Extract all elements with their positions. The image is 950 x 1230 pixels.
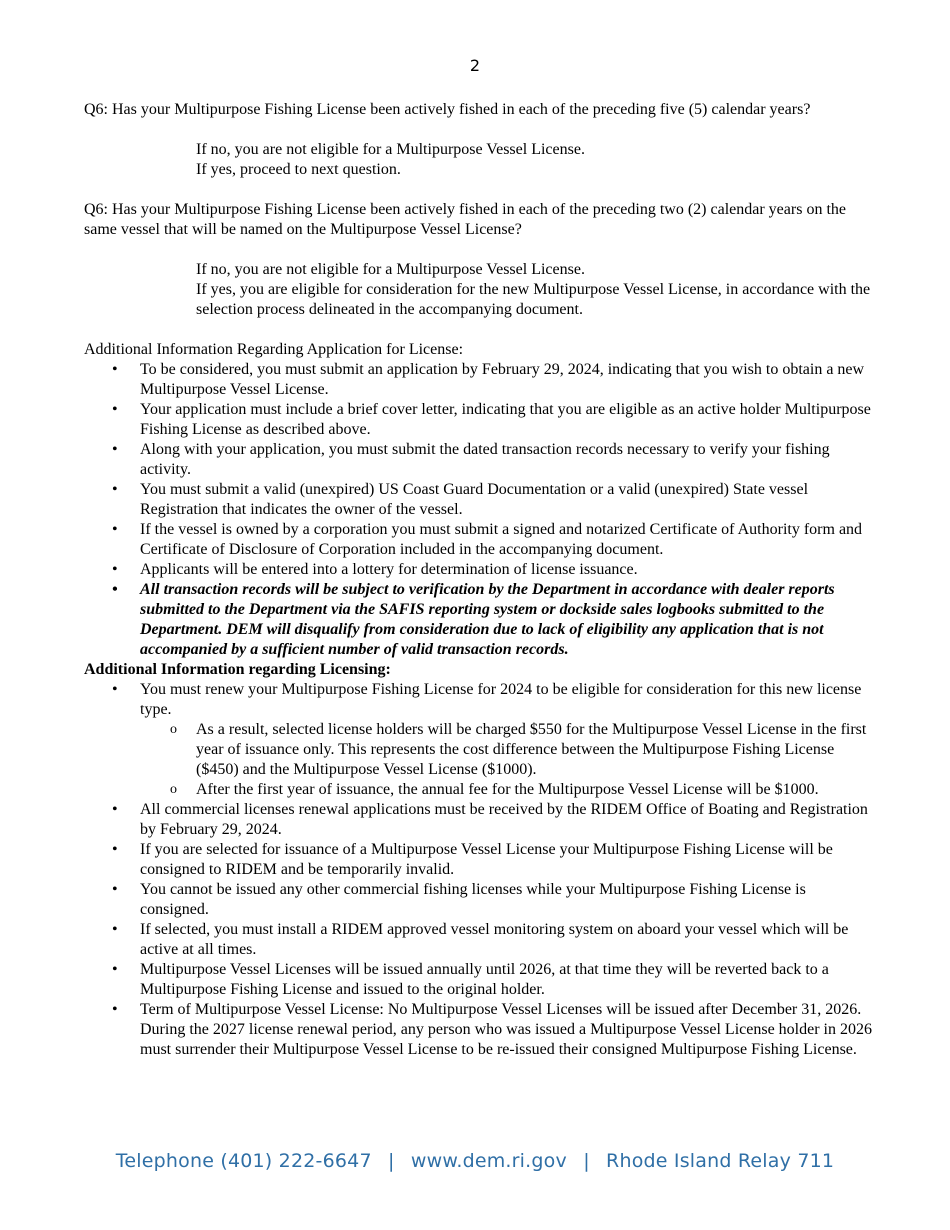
list-item: • To be considered, you must submit an application by February 29, 2024, indicating that you wish to obtain a new Multipurpose Vessel License. bbox=[84, 360, 874, 400]
list-item: • If the vessel is owned by a corporation you must submit a signed and notarized Certificate of Authority form and Certificate of Disclosure of Corporation included in the accompanying document. bbox=[84, 520, 874, 560]
application-info-heading: Additional Information Regarding Application for License: bbox=[84, 341, 464, 358]
contact-footer bbox=[0, 1150, 950, 1172]
document-body bbox=[84, 100, 874, 1060]
list-item-text: You must renew your Multipurpose Fishing License for 2024 to be eligible for consideration for this new license type. bbox=[140, 681, 862, 718]
licensing-info-list bbox=[84, 680, 874, 1060]
question-q6-two-years: Q6: Has your Multipurpose Fishing License been actively fished in each of the preceding two (2) calendar years on the same vessel that will be named on the Multipurpose Vessel License? bbox=[84, 201, 846, 238]
fee-sublist bbox=[140, 720, 874, 800]
list-item: • Along with your application, you must submit the dated transaction records necessary to verify your fishing activity. bbox=[84, 440, 874, 480]
application-info-list bbox=[84, 360, 874, 660]
footer-separator: | bbox=[583, 1150, 590, 1172]
footer-separator: | bbox=[388, 1150, 395, 1172]
answer-block-q6-five-years bbox=[84, 140, 874, 180]
question-q6-five-years: Q6: Has your Multipurpose Fishing License been actively fished in each of the preceding five (5) calendar years? bbox=[84, 101, 811, 118]
list-item: • Your application must include a brief cover letter, indicating that you are eligible as an active holder Multipurpose Fishing License as described above. bbox=[84, 400, 874, 440]
answer-yes: If yes, you are eligible for consideration for the new Multipurpose Vessel License, in accordance with the selection process delineated in the accompanying document. bbox=[196, 281, 871, 318]
list-item: • Term of Multipurpose Vessel License: No Multipurpose Vessel Licenses will be issued after December 31, 2026. During the 2027 license renewal period, any person who was issued a Multipurpose Vessel License holder in 2026 must surrender their Multipurpose Vessel License to be re-issued their consigned Multipurpose Fishing License. bbox=[84, 1000, 874, 1060]
footer-relay: Rhode Island Relay 711 bbox=[606, 1150, 835, 1172]
sub-list-item: o As a result, selected license holders will be charged $550 for the Multipurpose Vessel License in the first year of issuance only. This represents the cost difference between the Multipurpose Fishing License ($450) and the Multipurpose Vessel License ($1000). bbox=[140, 720, 874, 780]
list-item: • If you are selected for issuance of a Multipurpose Vessel License your Multipurpose Fishing License will be consigned to RIDEM and be temporarily invalid. bbox=[84, 840, 874, 880]
answer-block-q6-two-years bbox=[84, 260, 874, 320]
footer-website-link[interactable]: www.dem.ri.gov bbox=[410, 1150, 567, 1172]
list-item: • If selected, you must install a RIDEM approved vessel monitoring system on aboard your vessel which will be active at all times. bbox=[84, 920, 874, 960]
footer-telephone: Telephone (401) 222-6647 bbox=[115, 1150, 372, 1172]
licensing-info-heading: Additional Information regarding Licensing: bbox=[84, 661, 391, 678]
sub-list-item: o After the first year of issuance, the annual fee for the Multipurpose Vessel License will be $1000. bbox=[140, 780, 874, 800]
answer-no: If no, you are not eligible for a Multipurpose Vessel License. bbox=[196, 141, 585, 158]
page-number: 2 bbox=[469, 56, 481, 75]
answer-yes: If yes, proceed to next question. bbox=[196, 161, 401, 178]
list-item: • Multipurpose Vessel Licenses will be issued annually until 2026, at that time they will be reverted back to a Multipurpose Fishing License and issued to the original holder. bbox=[84, 960, 874, 1000]
list-item-verification-warning: • All transaction records will be subject to verification by the Department in accordance with dealer reports submitted to the Department via the SAFIS reporting system or dockside sales logbooks submitted to the Department. DEM will disqualify from consideration due to lack of eligibility any application that is not accompanied by a sufficient number of valid transaction records. bbox=[84, 580, 874, 660]
list-item: • You cannot be issued any other commercial fishing licenses while your Multipurpose Fishing License is consigned. bbox=[84, 880, 874, 920]
list-item bbox=[84, 680, 874, 800]
answer-no: If no, you are not eligible for a Multipurpose Vessel License. bbox=[196, 261, 585, 278]
list-item: • Applicants will be entered into a lottery for determination of license issuance. bbox=[84, 560, 874, 580]
list-item: • You must submit a valid (unexpired) US Coast Guard Documentation or a valid (unexpired) State vessel Registration that indicates the owner of the vessel. bbox=[84, 480, 874, 520]
list-item: • All commercial licenses renewal applications must be received by the RIDEM Office of Boating and Registration by February 29, 2024. bbox=[84, 800, 874, 840]
